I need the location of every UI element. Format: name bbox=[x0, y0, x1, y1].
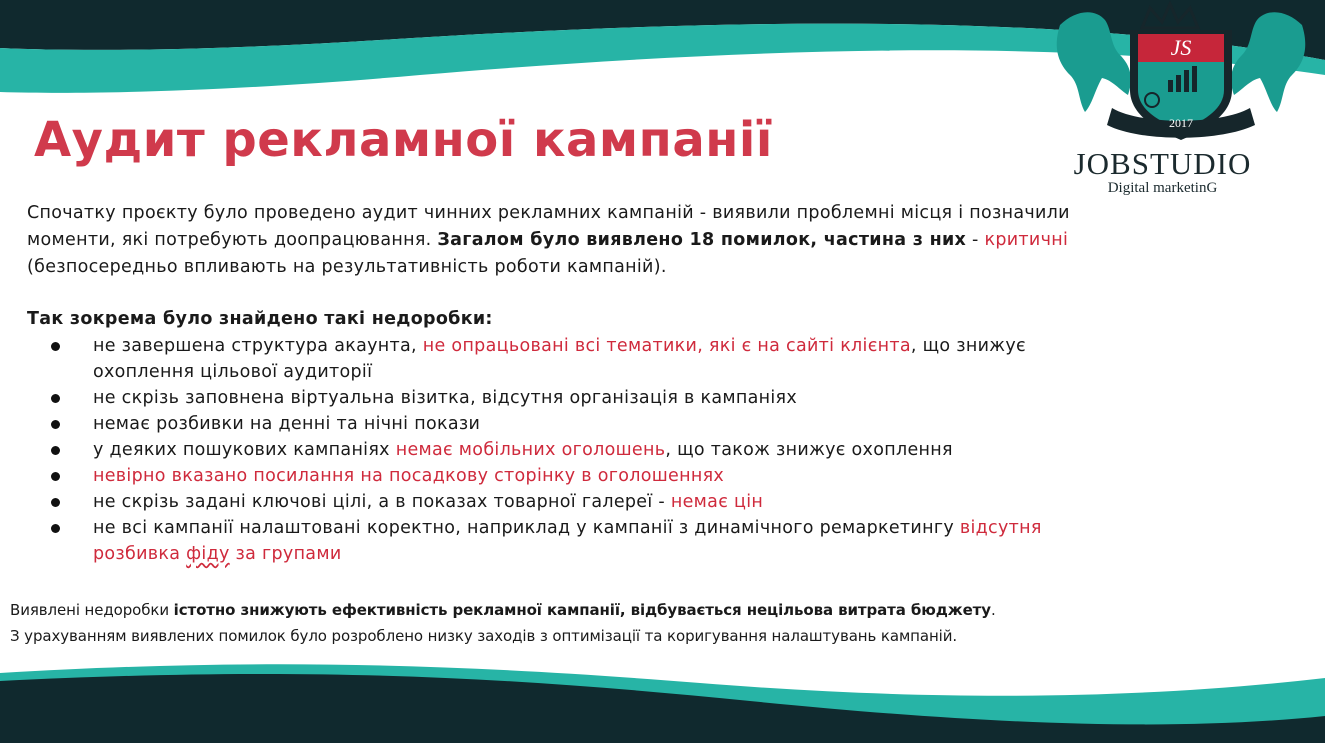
item-text: не всі кампанії налаштовані коректно, наприклад у кампанії з динамічного ремаркетингу bbox=[93, 518, 960, 538]
list-item bbox=[48, 437, 1128, 463]
findings-list bbox=[48, 333, 1128, 567]
intro-text-1: Спочатку проєкту було проведено аудит чинних рекламних кампаній - виявили проблемні місця і позначили моменти, які потребують доопрацювання. bbox=[27, 203, 1070, 250]
conclusion-paragraph bbox=[10, 597, 1310, 649]
item-text: не завершена структура акаунта, bbox=[93, 336, 423, 356]
intro-dash: - bbox=[966, 230, 985, 250]
findings-subheading: Так зокрема було знайдено такі недоробки: bbox=[27, 309, 493, 329]
item-highlight-underlined: фіду bbox=[186, 544, 230, 564]
conclusion-period: . bbox=[990, 601, 996, 619]
item-text: не скрізь заповнена віртуальна візитка, відсутня організація в кампаніях bbox=[93, 388, 798, 408]
conclusion-bold: істотно знижують ефективність рекламної кампанії, відбувається нецільова витрата бюджету bbox=[173, 601, 991, 619]
left-horse-icon bbox=[1057, 12, 1131, 112]
bottom-wave-decoration bbox=[0, 653, 1325, 743]
item-highlight: немає мобільних оголошень bbox=[395, 440, 666, 460]
conclusion-text: Виявлені недоробки bbox=[10, 601, 174, 619]
crown-icon bbox=[1142, 4, 1198, 28]
item-highlight: не опрацьовані всі тематики, які є на сайті клієнта bbox=[422, 336, 911, 356]
item-highlight: відсутня розбивка bbox=[93, 518, 1042, 564]
item-highlight: невірно вказано посилання на посадкову сторінку в оголошеннях bbox=[93, 466, 725, 486]
right-horse-icon bbox=[1231, 12, 1305, 112]
intro-paragraph bbox=[27, 200, 1157, 281]
list-item bbox=[48, 385, 1128, 411]
item-highlight: за групами bbox=[229, 544, 342, 564]
list-item bbox=[48, 463, 1128, 489]
conclusion-text-2: З урахуванням виявлених помилок було розроблено низку заходів з оптимізації та коригування налаштувань кампаній. bbox=[10, 627, 958, 645]
item-highlight: немає цін bbox=[670, 492, 764, 512]
list-item bbox=[48, 489, 1128, 515]
item-text: немає розбивки на денні та нічні покази bbox=[93, 414, 481, 434]
logo-tagline: Digital marketinG bbox=[1107, 180, 1218, 196]
list-item bbox=[48, 411, 1128, 437]
list-item bbox=[48, 333, 1128, 385]
intro-critical: критичні bbox=[984, 230, 1069, 250]
logo-name: JOBSTUDIO bbox=[1073, 146, 1252, 181]
intro-bold: Загалом було виявлено 18 помилок, частина з них bbox=[437, 230, 967, 250]
logo-monogram: JS bbox=[1170, 35, 1192, 60]
page-title: Аудит рекламної кампанії bbox=[34, 112, 773, 168]
item-text: , що також знижує охоплення bbox=[665, 440, 953, 460]
item-text: , що знижує охоплення цільової аудиторії bbox=[93, 336, 1026, 382]
list-item bbox=[48, 515, 1128, 567]
item-text: не скрізь задані ключові цілі, а в показах товарної галереї - bbox=[93, 492, 671, 512]
logo-year: 2017 bbox=[1169, 116, 1193, 130]
intro-text-2: (безпосередньо впливають на результативність роботи кампаній). bbox=[27, 257, 667, 277]
item-text: у деяких пошукових кампаніях bbox=[93, 440, 396, 460]
logo-wordmark bbox=[1040, 148, 1285, 197]
